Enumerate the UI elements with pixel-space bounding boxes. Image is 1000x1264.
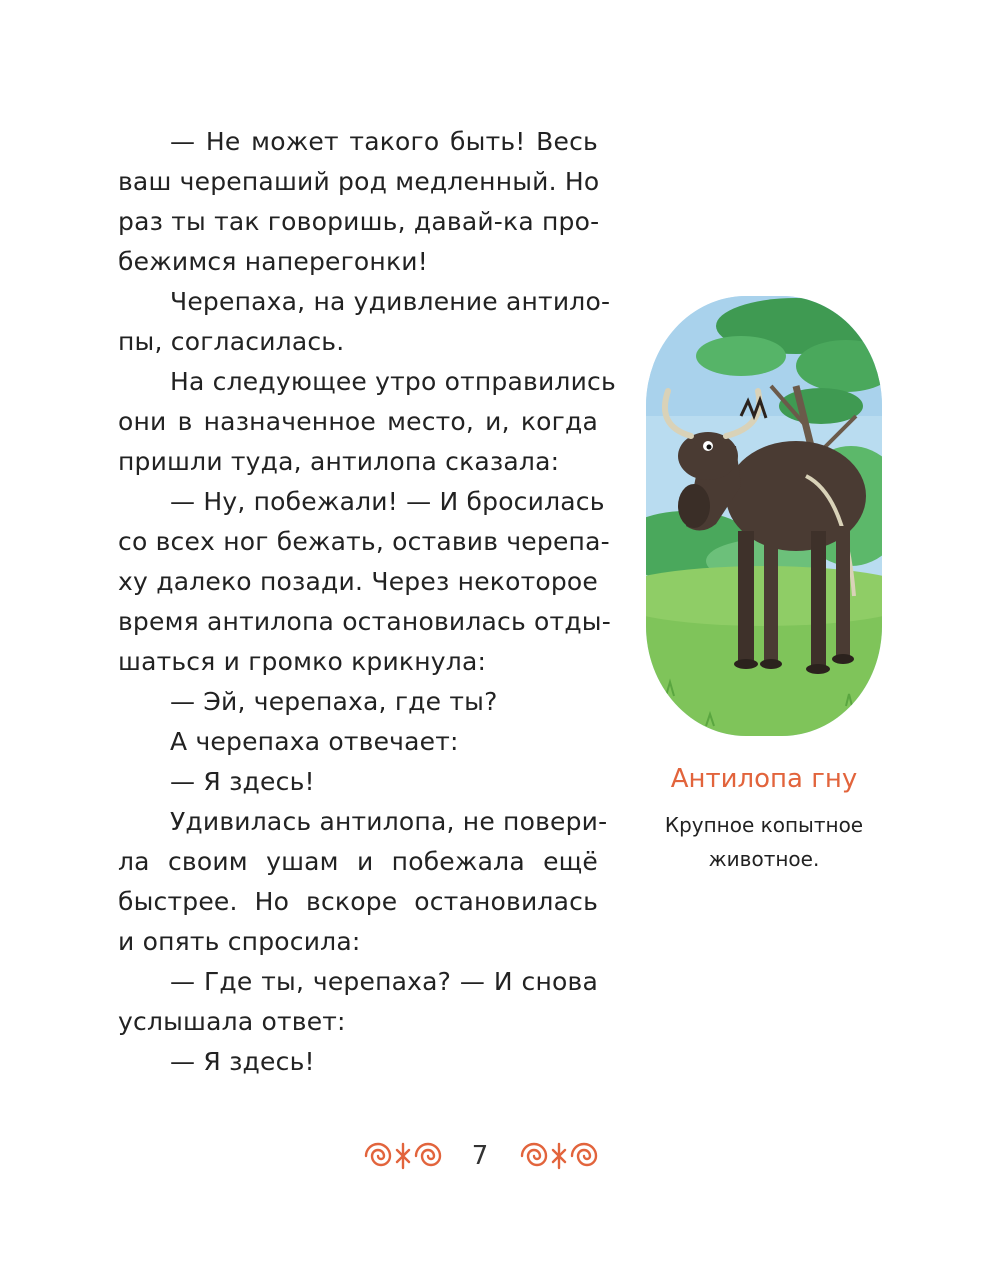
text-line: — Где ты, черепаха? — И снова bbox=[170, 967, 598, 996]
text-line: бежимся наперегонки! bbox=[118, 247, 428, 276]
text-line: ла своим ушам и побежала ещё bbox=[118, 847, 598, 876]
text-line: ваш черепаший род медленный. Но bbox=[118, 167, 600, 196]
text-line: А черепаха отвечает: bbox=[170, 727, 459, 756]
caption-text bbox=[640, 808, 888, 876]
text-line: шаться и громко крикнула: bbox=[118, 647, 487, 676]
text-line: они в назначенное место, и, когда bbox=[118, 407, 598, 436]
text-line: ху далеко позади. Через некоторое bbox=[118, 567, 598, 596]
text-line: — Не может такого быть! Весь bbox=[170, 127, 598, 156]
spiral-ornament-icon bbox=[514, 1138, 604, 1174]
text-line: со всех ног бежать, оставив черепа- bbox=[118, 527, 610, 556]
text-line: — Эй, черепаха, где ты? bbox=[170, 687, 498, 716]
caption-title: Антилопа гну bbox=[670, 764, 858, 794]
wildebeest-illustration bbox=[646, 296, 882, 736]
text-line: Удивилась антилопа, не повери- bbox=[170, 807, 608, 836]
text-line: Черепаха, на удивление антило- bbox=[170, 287, 611, 316]
text-line: время антилопа остановилась отды- bbox=[118, 607, 611, 636]
text-line: пришли туда, антилопа сказала: bbox=[118, 447, 560, 476]
text-line: На следующее утро отправились bbox=[170, 367, 616, 396]
caption-line-1: Крупное копытное bbox=[664, 813, 864, 837]
story-text bbox=[118, 122, 616, 1082]
page-footer bbox=[350, 1136, 610, 1176]
spiral-ornament-icon bbox=[358, 1138, 448, 1174]
text-line: раз ты так говоришь, давай-ка про- bbox=[118, 207, 600, 236]
text-line: услышала ответ: bbox=[118, 1007, 346, 1036]
text-line: — Ну, побежали! — И бросилась bbox=[170, 487, 605, 516]
caption-line-2: животное. bbox=[708, 847, 820, 871]
text-line: и опять спросила: bbox=[118, 927, 361, 956]
text-line: пы, согласилась. bbox=[118, 327, 345, 356]
text-line: — Я здесь! bbox=[170, 767, 315, 796]
page-number: 7 bbox=[471, 1141, 489, 1171]
text-line: — Я здесь! bbox=[170, 1047, 315, 1076]
text-line: быстрее. Но вскоре остановилась bbox=[118, 887, 598, 916]
